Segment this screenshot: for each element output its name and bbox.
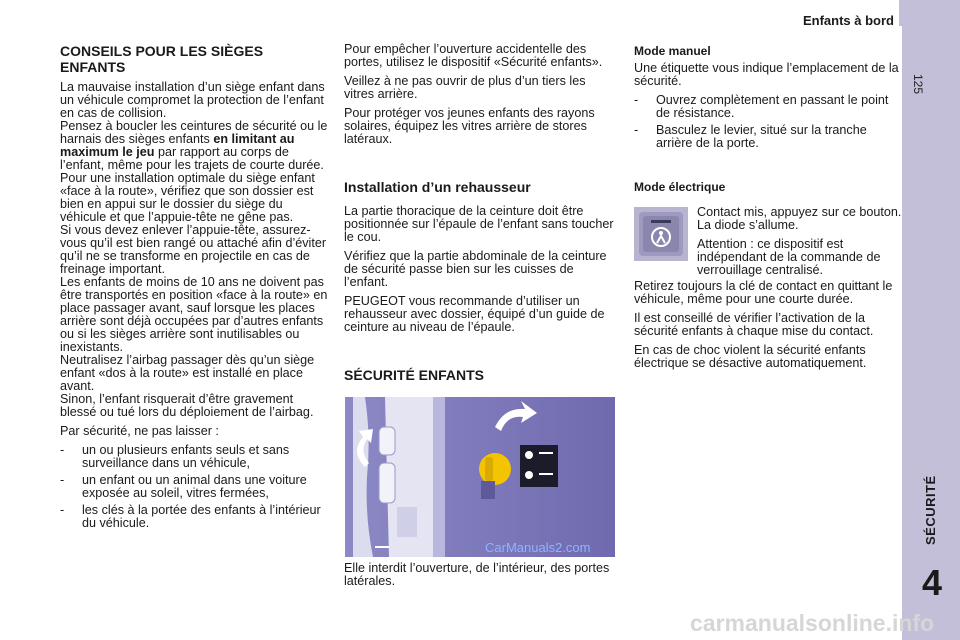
paragraph: Une étiquette vous indique l’emplacement de la sécurité. xyxy=(634,61,899,88)
section-header: Enfants à bord xyxy=(802,13,894,28)
paragraph: Vérifiez que la partie abdominale de la ceinture de sécurité passe bien sur les cuisses de l’enfant. xyxy=(344,249,607,289)
child-lock-button-icon xyxy=(634,207,688,261)
text: Les enfants de moins de 10 ans ne doivent pas être transportés en position «face à la route» en place passager avant, sauf lorsque les places arrière sont déjà occupées par d’autres enfants ou si les sièges arrière sont inutilisables ou inexistants. xyxy=(60,275,328,354)
paragraph: Pour empêcher l’ouverture accidentelle des portes, utilisez le dispositif «Sécurité enfants». xyxy=(344,42,603,69)
title-line-1: CONSEILS POUR LES SIÈGES xyxy=(60,43,264,59)
caption-text: Elle interdit l’ouverture, de l’intérieur, des portes latérales. xyxy=(344,561,610,588)
paragraph: Par sécurité, ne pas laisser : xyxy=(60,424,219,438)
column-1 xyxy=(60,43,328,534)
chapter-number: 4 xyxy=(922,562,943,603)
electric-mode-side-text xyxy=(697,206,902,283)
footer-watermark: carmanualsonline.info xyxy=(690,610,935,636)
column-2 xyxy=(344,43,616,152)
child-safety-title: SÉCURITÉ ENFANTS xyxy=(344,367,485,383)
title-line-2: ENFANTS xyxy=(60,59,126,75)
list-item-text: Basculez le levier, situé sur la tranche arrière de la porte. xyxy=(656,123,867,150)
list-item-text: Ouvrez complètement en passant le point de résistance. xyxy=(656,93,889,120)
paragraph xyxy=(60,81,328,419)
list-item: - les clés à la portée des enfants à l’intérieur du véhicule. xyxy=(60,504,328,530)
paragraph: Veillez à ne pas ouvrir de plus d’un tiers les vitres arrière. xyxy=(344,74,586,101)
text: Si vous devez enlever l’appuie-tête, assurez-vous qu’il est bien rangé ou attaché afin d’éviter qu’il ne se transforme en projectile en cas de freinage important. xyxy=(60,223,327,276)
manual-mode-title: Mode manuel xyxy=(634,44,711,58)
paragraph: Retirez toujours la clé de contact en quittant le véhicule, même pour une courte durée. xyxy=(634,279,893,306)
paragraph: Attention : ce dispositif est indépendant de la commande de verrouillage centralisé. xyxy=(697,237,881,277)
header-divider xyxy=(899,0,902,26)
child-lock-icon xyxy=(634,207,688,261)
paragraph: Pour protéger vos jeunes enfants des rayons solaires, équipez les vitres arrière de stores latéraux. xyxy=(344,106,595,146)
manual-mode-text xyxy=(634,62,902,154)
list-item: - Ouvrez complètement en passant le point de résistance. xyxy=(634,94,902,120)
photo-watermark: CarManuals2.com xyxy=(485,540,591,555)
door-illustration xyxy=(345,397,615,557)
list-item: - Basculez le levier, situé sur la tranche arrière de la porte. xyxy=(634,124,902,150)
section-title-child-seats xyxy=(60,43,328,75)
text: Pensez à boucler les ceintures de sécurité ou le harnais des sièges enfants xyxy=(60,119,328,146)
paragraph: Il est conseillé de vérifier l’activation de la sécurité enfants à chaque mise du contact. xyxy=(634,311,874,338)
list-item: - un ou plusieurs enfants seuls et sans surveillance dans un véhicule, xyxy=(60,444,328,470)
list-item: - un enfant ou un animal dans une voiture exposée au soleil, vitres fermées, xyxy=(60,474,328,500)
page-number: 125 xyxy=(911,74,925,95)
list-item-text: les clés à la portée des enfants à l’intérieur du véhicule. xyxy=(82,503,321,530)
photo-caption xyxy=(344,562,614,594)
text: Neutralisez l’airbag passager dès qu’un siège enfant «dos à la route» est installé en place avant. xyxy=(60,353,315,393)
paragraph: La partie thoracique de la ceinture doit être positionnée sur l’épaule de l’enfant sans toucher le cou. xyxy=(344,204,614,244)
chapter-label: SÉCURITÉ xyxy=(923,475,938,545)
electric-mode-text xyxy=(634,280,902,376)
bold-text: en limitant au maximum le jeu xyxy=(60,132,295,159)
paragraph: PEUGEOT vous recommande d’utiliser un rehausseur avec dossier, équipé d’un guide de ceinture au niveau de l’épaule. xyxy=(344,294,605,334)
list-item-text: un ou plusieurs enfants seuls et sans surveillance dans un véhicule, xyxy=(82,443,290,470)
door-lock-photo xyxy=(345,397,615,557)
electric-mode-title: Mode électrique xyxy=(634,180,726,194)
text: La mauvaise installation d’un siège enfant dans un véhicule compromet la protection de l’enfant en cas de collision. xyxy=(60,80,325,120)
booster-text xyxy=(344,205,616,340)
paragraph: En cas de choc violent la sécurité enfants électrique se désactive automatiquement. xyxy=(634,343,867,370)
text: par rapport au corps de l’enfant, même pour les trajets de courte durée. xyxy=(60,145,324,172)
text: Pour une installation optimale du siège enfant «face à la route», vérifiez que son dossier est bien en appui sur le dossier du siège du véhicule et que l’appuie-tête ne gêne pas. xyxy=(60,171,315,224)
text: Sinon, l’enfant risquerait d’être gravement blessé ou tué lors du déploiement de l’airbag. xyxy=(60,392,314,419)
paragraph: Contact mis, appuyez sur ce bouton. La diode s’allume. xyxy=(697,205,902,232)
list-item-text: un enfant ou un animal dans une voiture exposée au soleil, vitres fermées, xyxy=(82,473,307,500)
booster-title: Installation d’un rehausseur xyxy=(344,179,531,195)
